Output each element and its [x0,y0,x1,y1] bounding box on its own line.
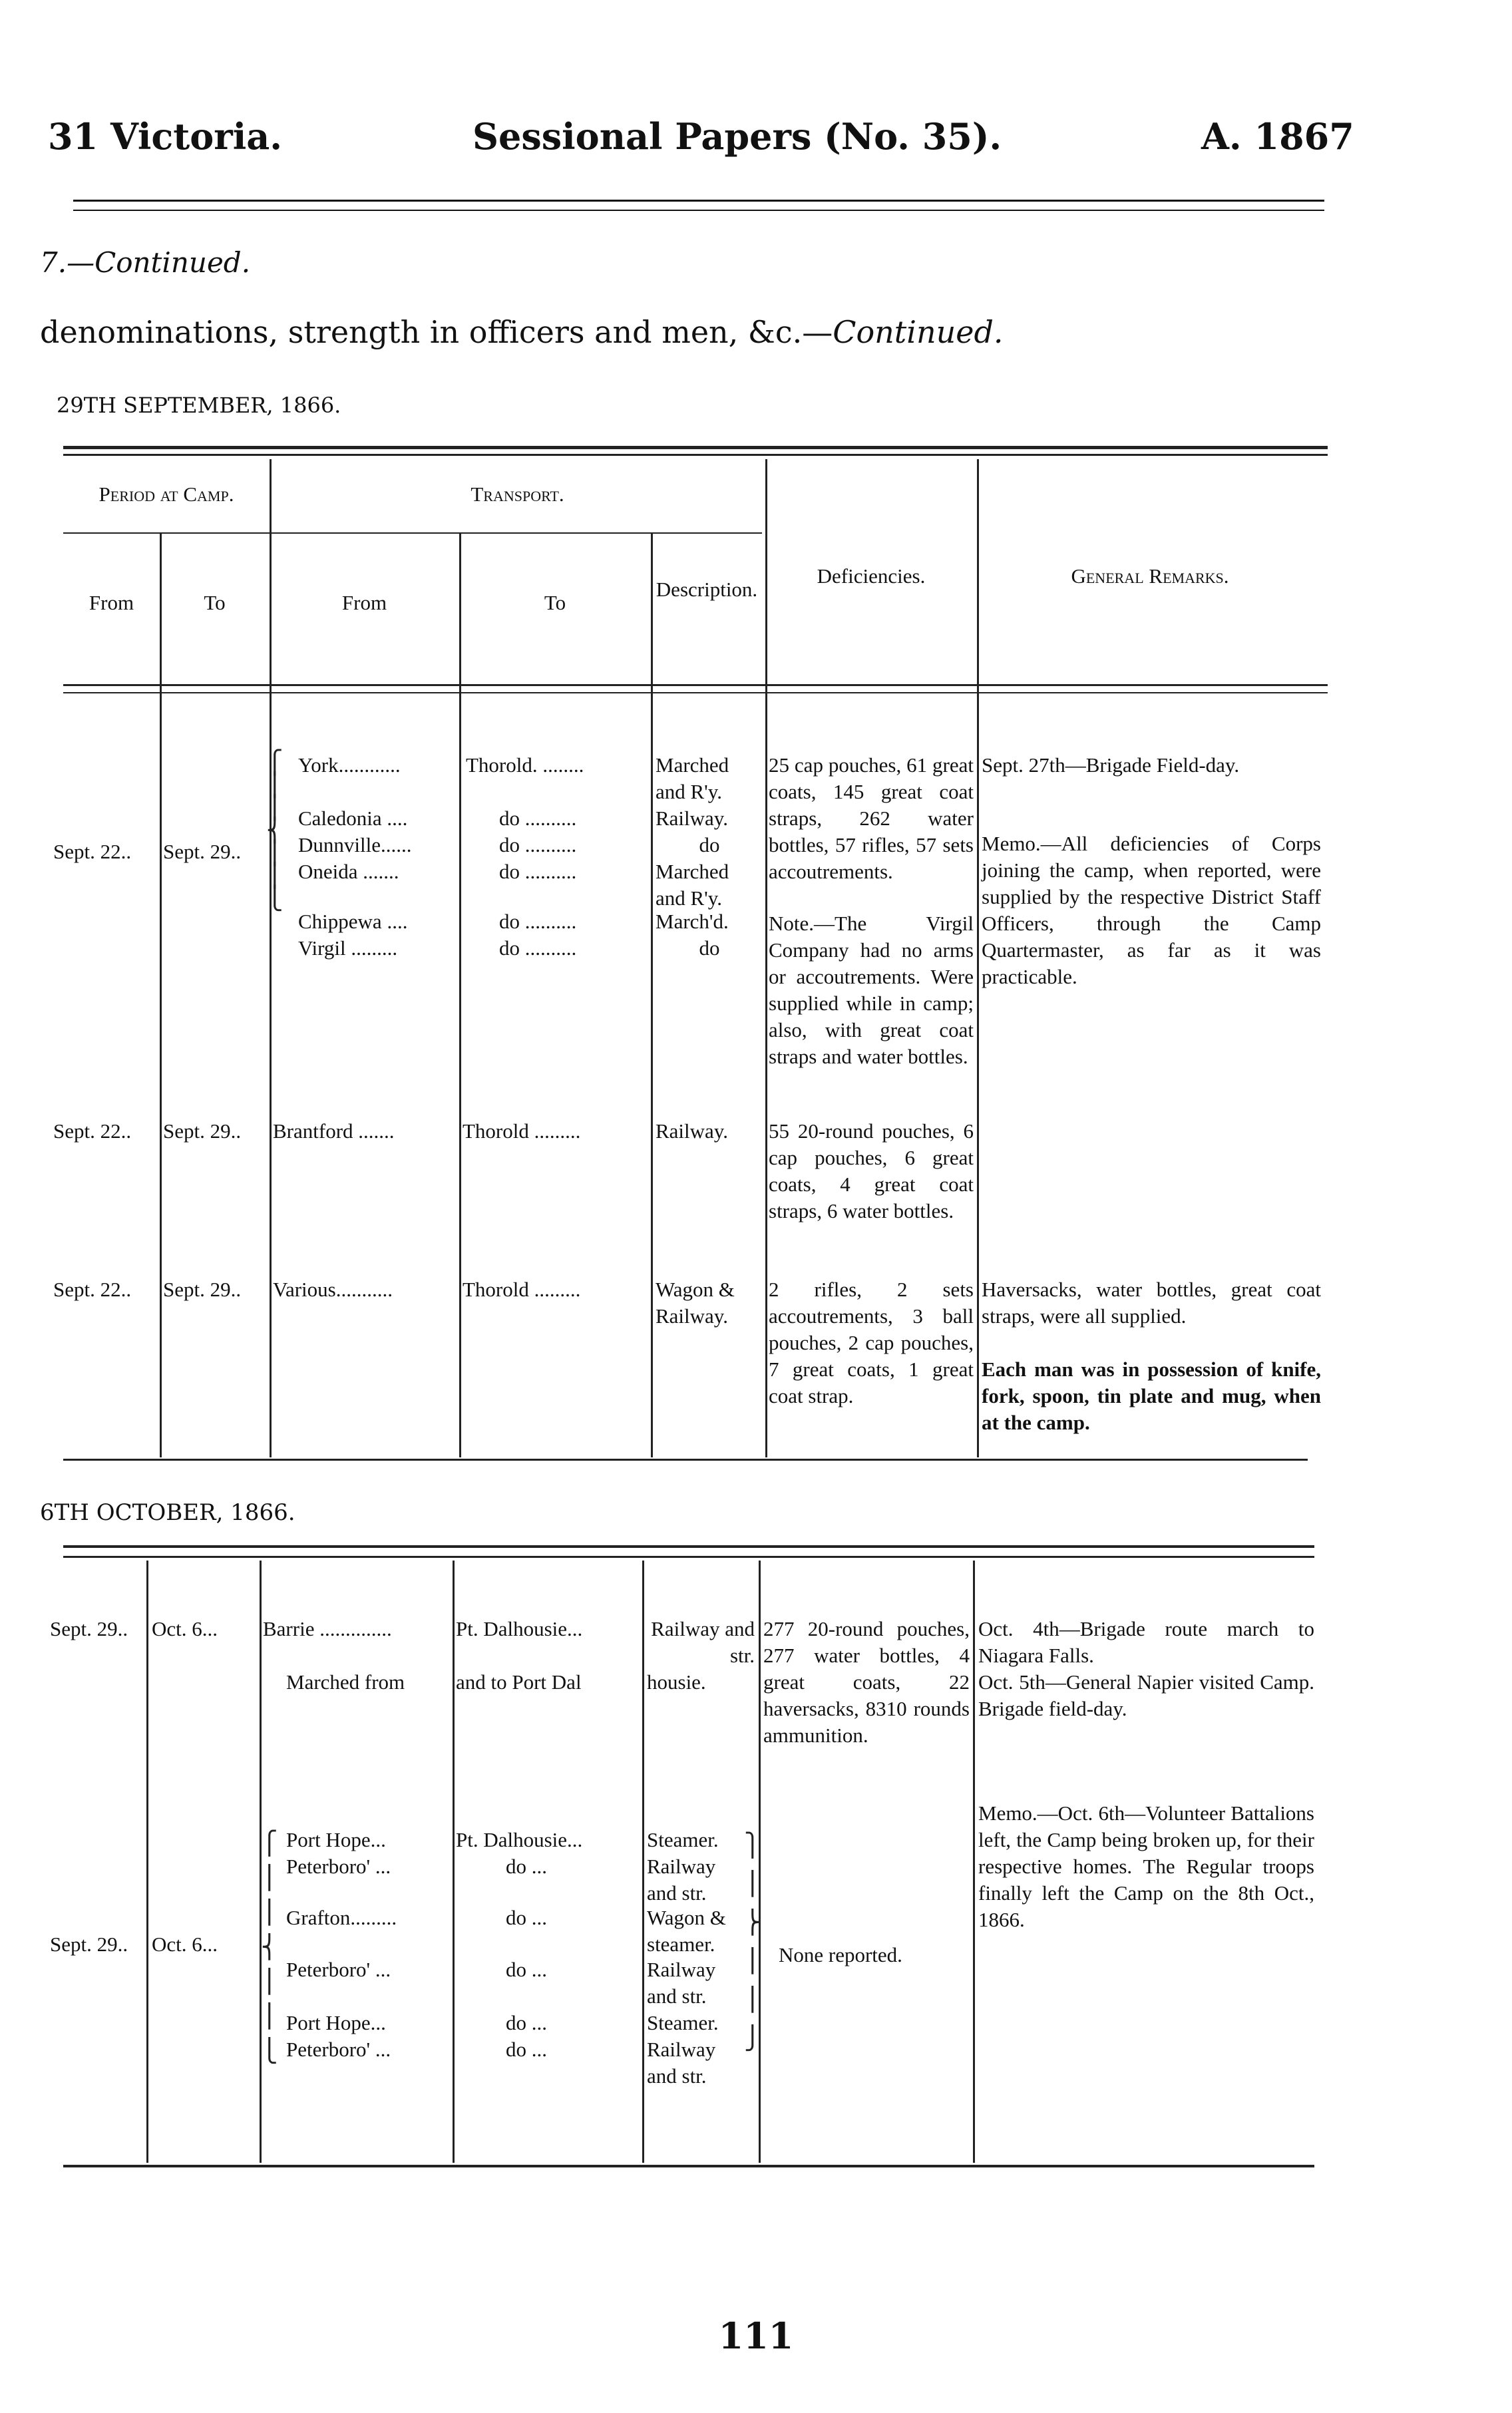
col-transport-to: To [544,591,566,614]
s2g2-memo: Memo.—Oct. 6th—Volunteer Battalions left, the Camp being broken up, for their respective homes. The Regular troops finally left the Camp on the 8th Oct., 1866. [978,1801,1314,1931]
s1g1-row-to: do .......... [499,936,577,960]
s1g1-row-desc: Railway. [656,807,729,830]
s2g2-row-desc: Railway and str. [647,2038,716,2088]
subtitle-continued: Continued. [833,314,1004,350]
s1g1-row-desc: Marched and R'y. [656,753,729,803]
col-transport-from: From [341,591,387,614]
table2-col-divider [146,1561,148,2163]
s2g2-row-desc: Railway and str. [647,1958,716,2008]
s1g1-row-from: Dunnville...... [298,833,412,856]
s2g2-brace: ⎧ ⎪ ⎪ ⎨ ⎪ ⎪ ⎩ [261,1831,278,2064]
s1g3-from: Various........... [273,1278,393,1301]
s1g1-note: Note.—The Virgil Company had no arms or accoutrements. Were supplied while in camp; also, with great coat straps and water bottles. [769,912,974,1068]
s2g2-row-desc: Steamer. [647,2011,719,2034]
header-left: 31 Victoria. [48,115,283,158]
s1g2-period-from: Sept. 22.. [53,1119,132,1143]
s1g1-row-desc: Marched and R'y. [656,860,729,910]
table1-top-rule [63,446,1328,449]
s1g1-row-to: Thorold. ........ [466,753,584,777]
s1g1-row-from: Oneida ....... [298,860,399,883]
table2-col-divider [453,1561,455,2163]
col-general-remarks: General Remarks. [1071,564,1229,588]
s1g3-deficiencies: 2 rifles, 2 sets accoutrements, 3 ball pouches, 2 cap pouches, 7 great coats, 1 great coat strap. [769,1278,974,1407]
col-to: To [204,591,226,614]
s1g1-row-to: do .......... [499,807,577,830]
table2-top-rule-2 [63,1556,1314,1558]
s1g1-period-from: Sept. 22.. [53,840,132,863]
table2-bottom-rule [63,2165,1314,2167]
s2g1-period-to: Oct. 6... [152,1617,218,1640]
section2-date: 6TH OCTOBER, 1866. [40,1499,295,1526]
table1-bottom-rule [63,1459,1308,1461]
s2g1-to: Pt. Dalhousie... [456,1617,583,1640]
s1g1-row-from: Virgil ......... [298,936,398,960]
subtitle [40,314,1004,350]
s1g1-remarks: Sept. 27th—Brigade Field-day. [982,753,1240,777]
col-from: From [89,591,134,614]
s2g1-remarks-2: Oct. 5th—General Napier visited Camp. Brigade field-day. [978,1670,1314,1720]
header-rule-bottom [73,210,1324,211]
s1g1-deficiencies: 25 cap pouches, 61 great coats, 145 great coat straps, 262 water bottles, 57 rifles, 57 sets accoutrements. [769,753,974,883]
s2g1-period-from: Sept. 29.. [50,1617,128,1640]
s1g2-deficiencies: 55 20-round pouches, 6 cap pouches, 6 great coats, 4 great coat straps, 6 water bottles. [769,1119,974,1222]
s1g2-to: Thorold ......... [463,1119,581,1143]
s2g1-desc: Railway and str. [651,1617,755,1667]
s1g3-period-to: Sept. 29.. [163,1278,242,1301]
table1-header-rule [63,684,1328,686]
s2g2-period-to: Oct. 6... [152,1933,218,1956]
table1-col-divider [459,532,461,1457]
s1g3-remarks: Haversacks, water bottles, great coat straps, were all supplied. [982,1278,1321,1328]
table2-col-divider [973,1561,975,2163]
header-right: A. 1867 [1201,115,1354,158]
table1-col-divider [765,459,767,1457]
s1g1-row-desc: March'd. [656,910,729,933]
s1g2-period-to: Sept. 29.. [163,1119,242,1143]
s2g2-row-to: Pt. Dalhousie... [456,1828,583,1851]
s1g2-desc: Railway. [656,1119,729,1143]
s2g2-row-to: do ... [506,1958,547,1981]
s1g1-row-to: do .......... [499,833,577,856]
table1-col-divider [160,532,162,1457]
s1g2-from: Brantford ....... [273,1119,395,1143]
s2g2-row-to: do ... [506,1906,547,1929]
table1-group-rule [63,532,762,534]
s2g2-row-from: Grafton......... [286,1906,397,1929]
s1g1-memo: Memo.—All deficiencies of Corps joining the camp, when reported, were supplied by the respective District Staff Officers, through the Camp Quartermaster, as far as it was practicable. [982,832,1321,988]
s2g2-deficiencies: None reported. [779,1943,902,1966]
subtitle-main: denominations, strength in officers and men, &c.— [40,314,833,350]
s2g2-row-from: Peterboro' ... [286,1958,391,1981]
s1g3-remarks-2: Each man was in possession of knife, fork, spoon, tin plate and mug, when at the camp. [982,1358,1321,1434]
page-number: 111 [718,2315,794,2357]
s2g2-row-desc: Steamer. [647,1828,719,1851]
s2g2-row-to: do ... [506,2038,547,2061]
table1-header-rule-2 [63,692,1328,693]
col-deficiencies: Deficiencies. [817,564,926,588]
s2g2-row-desc: Wagon & steamer. [647,1906,726,1956]
s2g2-row-from: Peterboro' ... [286,2038,391,2061]
s2g2-row-from: Port Hope... [286,2011,386,2034]
s1g3-to: Thorold ......... [463,1278,581,1301]
s2g1-desc-2: housie. [647,1670,706,1694]
s2g2-brace-right: ⎫ ⎪ ⎬ ⎪ ⎪ ⎭ [744,1833,761,2051]
s1g3-desc: Wagon & Railway. [656,1278,735,1328]
col-period-at-camp: Period at Camp. [98,482,234,506]
continued-label: 7.—Continued. [40,246,251,279]
s2g1-deficiencies: 277 20-round pouches, 277 water bottles, 4 great coats, 22 haversacks, 8310 rounds ammunition. [763,1617,970,1747]
s1g1-row-to: do .......... [499,910,577,933]
s1g1-row-from: York............ [298,753,401,777]
s1g1-period-to: Sept. 29.. [163,840,242,863]
s2g2-row-desc: Railway and str. [647,1855,716,1905]
s1g1-row-desc: do [699,936,720,960]
s2g2-row-to: do ... [506,1855,547,1878]
table1-col-divider [977,459,979,1457]
table1-top-rule-2 [63,454,1328,456]
section1-date: 29TH SEPTEMBER, 1866. [57,393,341,418]
s1g1-row-to: do .......... [499,860,577,883]
s1g1-brace: ⎧ ⎪ ⎪ ⎨ ⎪ ⎪ ⎩ [266,751,284,911]
s1g1-row-desc: do [699,833,720,856]
col-transport: Transport. [471,482,564,506]
col-description: Description. [656,578,758,601]
s1g3-period-from: Sept. 22.. [53,1278,132,1301]
table1-col-divider [651,532,653,1457]
s2g1-from-2: Marched from [286,1670,405,1694]
s2g2-row-from: Port Hope... [286,1828,386,1851]
s2g1-to-2: and to Port Dal [456,1670,582,1694]
s1g1-row-from: Caledonia .... [298,807,408,830]
s2g1-remarks: Oct. 4th—Brigade route march to Niagara Falls. [978,1617,1314,1667]
s2g2-period-from: Sept. 29.. [50,1933,128,1956]
table2-top-rule [63,1545,1314,1548]
s2g2-row-from: Peterboro' ... [286,1855,391,1878]
s2g2-row-to: do ... [506,2011,547,2034]
s1g1-row-from: Chippewa .... [298,910,408,933]
header-rule-top [73,200,1324,202]
s2g1-from: Barrie .............. [263,1617,392,1640]
table2-col-divider [642,1561,644,2163]
header-center: Sessional Papers (No. 35). [472,115,1002,158]
